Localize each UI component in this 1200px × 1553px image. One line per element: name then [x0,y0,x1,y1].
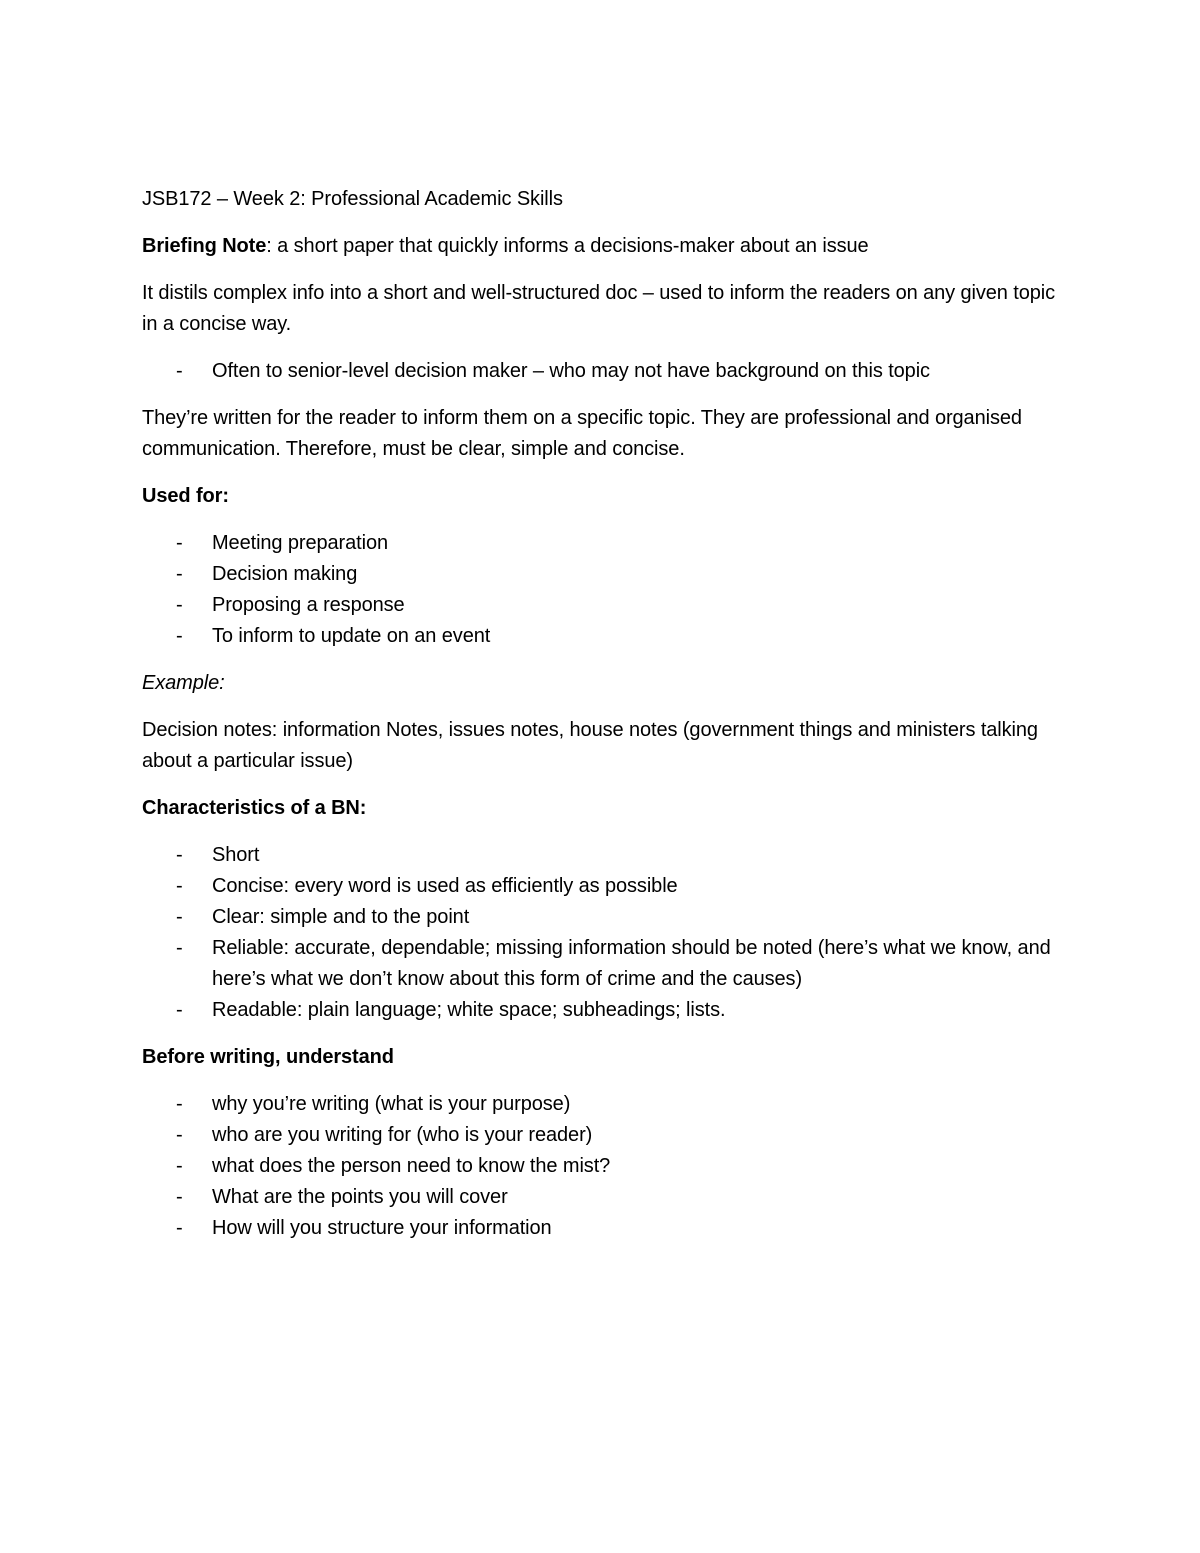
list-item [142,1213,1062,1244]
list-item-text: Reliable: accurate, dependable; missing information should be noted (here’s what we know, and here’s what we don’t know about this form of crime and the causes) [212,937,1051,990]
dash-marker: - [176,937,183,959]
used-for-list [142,528,1062,652]
document-title: JSB172 – Week 2: Professional Academic Skills [142,188,563,210]
before-writing-heading [142,1042,1062,1073]
intro-bullet-list [142,356,1062,387]
dash-marker: - [176,532,183,554]
list-item-text: How will you structure your information [212,1217,552,1239]
briefing-note-term: Briefing Note [142,235,267,257]
list-item [142,559,1062,590]
characteristics-heading [142,793,1062,824]
briefing-note-definition-text: : a short paper that quickly informs a decisions-maker about an issue [266,235,869,257]
characteristics-list [142,840,1062,1026]
dash-marker: - [176,360,183,382]
dash-marker: - [176,594,183,616]
dash-marker: - [176,906,183,928]
list-item [142,1151,1062,1182]
list-item [142,621,1062,652]
list-item [142,933,1062,995]
list-item-text: what does the person need to know the mist? [212,1155,611,1177]
list-item-text: who are you writing for (who is your reader) [212,1124,593,1146]
dash-marker: - [176,1155,183,1177]
before-writing-list [142,1089,1062,1244]
before-writing-heading-text: Before writing, understand [142,1046,394,1068]
intro-paragraph: It distils complex info into a short and well-structured doc – used to inform the readers on any given topic in a concise way. [142,282,1056,335]
example-paragraph: Decision notes: information Notes, issues notes, house notes (government things and ministers talking about a particular issue) [142,719,1038,772]
list-item-text: why you’re writing (what is your purpose) [212,1093,571,1115]
list-item [142,528,1062,559]
dash-marker: - [176,563,183,585]
list-item-text: What are the points you will cover [212,1186,508,1208]
purpose-paragraph: They’re written for the reader to inform them on a specific topic. They are professional and organised communication. Therefore, must be clear, simple and concise. [142,407,1022,460]
used-for-heading [142,481,1062,512]
list-item [142,840,1062,871]
list-item-text: Short [212,844,260,866]
list-item [142,590,1062,621]
list-item [142,1089,1062,1120]
example-label [142,668,1062,699]
dash-marker: - [176,844,183,866]
list-item-text: Decision making [212,563,358,585]
dash-marker: - [176,625,183,647]
dash-marker: - [176,1093,183,1115]
dash-marker: - [176,1186,183,1208]
list-item-text: Proposing a response [212,594,405,616]
document-body [142,184,1062,1260]
list-item-text: Clear: simple and to the point [212,906,470,928]
list-item-text: To inform to update on an event [212,625,491,647]
example-label-text: Example: [142,672,225,694]
dash-marker: - [176,1217,183,1239]
dash-marker: - [176,1124,183,1146]
list-item-text: Meeting preparation [212,532,388,554]
list-item [142,356,1062,387]
list-item [142,902,1062,933]
list-item-text: Readable: plain language; white space; subheadings; lists. [212,999,726,1021]
list-item [142,1120,1062,1151]
used-for-heading-text: Used for: [142,485,229,507]
dash-marker: - [176,999,183,1021]
list-item [142,995,1062,1026]
list-item-text: Concise: every word is used as efficiently as possible [212,875,678,897]
list-item [142,1182,1062,1213]
dash-marker: - [176,875,183,897]
briefing-note-definition [142,231,1062,262]
list-item-text: Often to senior-level decision maker – who may not have background on this topic [212,360,930,382]
characteristics-heading-text: Characteristics of a BN: [142,797,367,819]
list-item [142,871,1062,902]
